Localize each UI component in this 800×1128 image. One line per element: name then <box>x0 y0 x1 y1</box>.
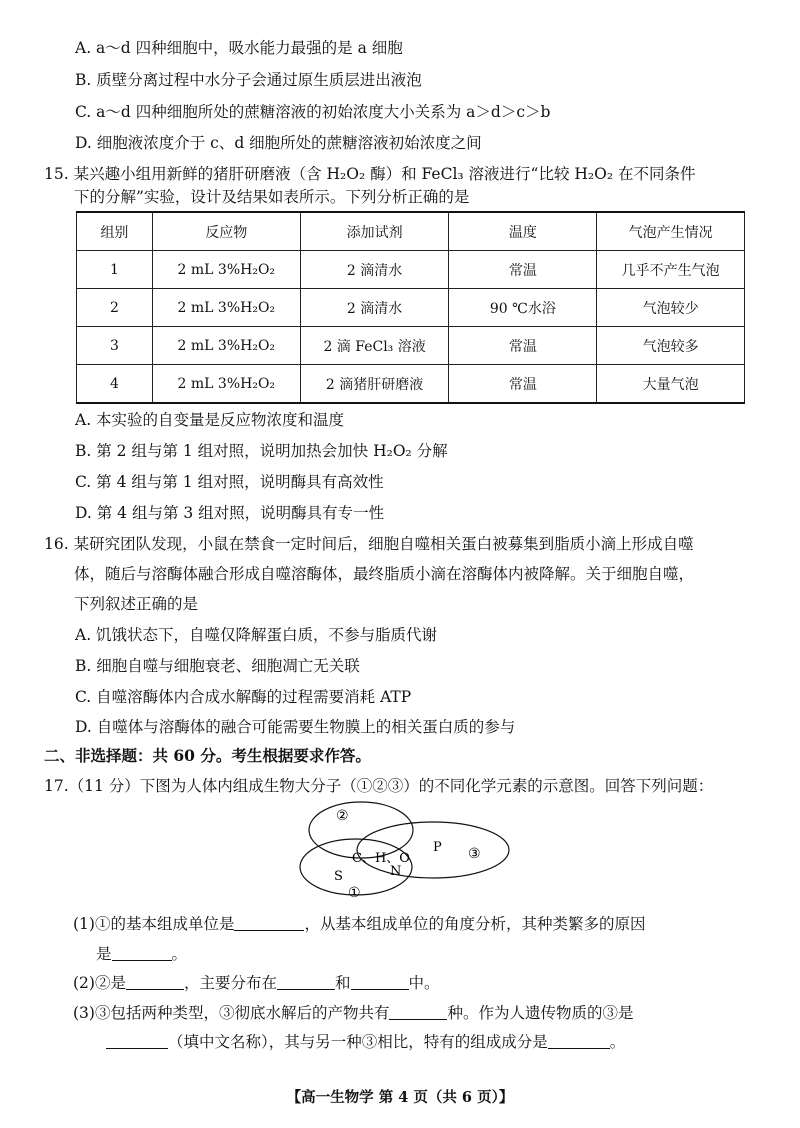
table-cell: 常温 <box>449 365 597 404</box>
venn-label-3: ③ <box>468 846 481 862</box>
q15-option-b: B. 第 2 组与第 1 组对照，说明加热会加快 H₂O₂ 分解 <box>75 442 448 460</box>
table-row <box>77 289 745 327</box>
table-cell: 2 滴清水 <box>300 251 449 289</box>
q17-sub2-text: ，主要分布在 <box>183 974 277 992</box>
q15-option-a: A. 本实验的自变量是反应物浓度和温度 <box>75 411 345 429</box>
table-cell: 2 mL 3%H₂O₂ <box>152 327 300 365</box>
q17-sub1-text: ，从基本组成单位的角度分析，其种类繁多的原因 <box>304 915 646 933</box>
circle-2 <box>309 802 413 858</box>
table-cell: 2 mL 3%H₂O₂ <box>152 365 300 404</box>
q16-option-d: D. 自噬体与溶酶体的融合可能需要生物膜上的相关蛋白质的参与 <box>75 718 516 736</box>
experiment-table <box>76 211 745 404</box>
table-cell: 2 mL 3%H₂O₂ <box>152 289 300 327</box>
table-cell: 常温 <box>449 251 597 289</box>
answer-blank[interactable] <box>126 973 184 990</box>
element-venn-diagram <box>296 800 516 900</box>
q15-option-c: C. 第 4 组与第 1 组对照，说明酶具有高效性 <box>75 473 384 491</box>
table-header: 气泡产生情况 <box>597 212 745 251</box>
table-row <box>77 365 745 404</box>
table-cell: 2 滴清水 <box>300 289 449 327</box>
q17-stem: 17.（11 分）下图为人体内组成生物大分子（①②③）的不同化学元素的示意图。回答下列问题： <box>44 777 714 795</box>
answer-blank[interactable] <box>548 1032 610 1049</box>
answer-blank[interactable] <box>234 914 304 931</box>
venn-label-p: P <box>433 840 442 855</box>
table-cell: 2 滴 FeCl₃ 溶液 <box>300 327 449 365</box>
q16-option-c: C. 自噬溶酶体内合成水解酶的过程需要消耗 ATP <box>75 688 412 706</box>
q17-sub3-text: (3)③包括两种类型，③彻底水解后的产物共有 <box>73 1004 390 1022</box>
table-cell: 90 ℃水浴 <box>449 289 597 327</box>
table-cell: 4 <box>77 365 153 404</box>
table-cell: 2 <box>77 289 153 327</box>
section-title: 二、非选择题：共 60 分。考生根据要求作答。 <box>44 746 371 765</box>
answer-blank[interactable] <box>389 1003 447 1020</box>
q14-option-a: A. a～d 四种细胞中，吸水能力最强的是 a 细胞 <box>75 39 403 57</box>
table-cell: 气泡较少 <box>597 289 745 327</box>
table-row <box>77 251 745 289</box>
q17-sub3-text: 。 <box>609 1033 626 1051</box>
q17-sub1-line1 <box>73 913 645 935</box>
q16-stem-line3: 下列叙述正确的是 <box>74 595 199 613</box>
q16-option-b: B. 细胞自噬与细胞衰老、细胞凋亡无关联 <box>75 657 360 675</box>
q17-sub2 <box>73 972 440 994</box>
venn-label-2: ② <box>336 808 349 824</box>
q16-stem-line2: 体，随后与溶酶体融合形成自噬溶酶体，最终脂质小滴在溶酶体内被降解。关于细胞自噬， <box>74 565 695 583</box>
q14-option-c: C. a～d 四种细胞所处的蔗糖溶液的初始浓度大小关系为 a＞d＞c＞b <box>75 103 551 121</box>
q14-option-d: D. 细胞液浓度介于 c、d 细胞所处的蔗糖溶液初始浓度之间 <box>75 134 482 152</box>
q17-sub3-text: （填中文名称），其与另一种③相比，特有的组成成分是 <box>168 1033 548 1051</box>
q16-option-a: A. 饥饿状态下，自噬仅降解蛋白质，不参与脂质代谢 <box>75 626 438 644</box>
q17-sub1-text: 是 <box>96 945 112 963</box>
table-header: 温度 <box>449 212 597 251</box>
q17-sub3-text: 种。作为人遗传物质的③是 <box>447 1004 634 1022</box>
page-footer: 【高一生物学 第 4 页（共 6 页）】 <box>286 1089 514 1106</box>
q15-option-d: D. 第 4 组与第 3 组对照，说明酶具有专一性 <box>75 504 385 522</box>
q17-sub3-line2 <box>106 1031 625 1053</box>
table-cell: 气泡较多 <box>597 327 745 365</box>
table-cell: 1 <box>77 251 153 289</box>
table-header: 组别 <box>77 212 153 251</box>
table-cell: 2 滴猪肝研磨液 <box>300 365 449 404</box>
table-header-row <box>77 212 745 251</box>
table-cell: 大量气泡 <box>597 365 745 404</box>
q17-sub1-line2 <box>96 943 187 965</box>
q17-sub2-text: 中。 <box>408 974 440 992</box>
answer-blank[interactable] <box>112 944 172 961</box>
q15-stem-line1: 15. 某兴趣小组用新鲜的猪肝研磨液（含 H₂O₂ 酶）和 FeCl₃ 溶液进行“比较 H₂O₂ 在不同条件 <box>44 165 696 183</box>
venn-label-common: C、H、O <box>352 851 410 866</box>
q17-sub2-text: (2)②是 <box>73 974 126 992</box>
answer-blank[interactable] <box>351 973 409 990</box>
table-header: 反应物 <box>152 212 300 251</box>
table-cell: 2 mL 3%H₂O₂ <box>152 251 300 289</box>
q17-sub2-text: 和 <box>334 974 351 992</box>
q14-option-b: B. 质壁分离过程中水分子会通过原生质层进出液泡 <box>75 71 422 89</box>
table-cell: 3 <box>77 327 153 365</box>
answer-blank[interactable] <box>277 973 335 990</box>
venn-label-1: ① <box>348 885 361 900</box>
table-header: 添加试剂 <box>300 212 449 251</box>
q17-sub1-text: (1)①的基本组成单位是 <box>73 915 235 933</box>
q17-sub3-line1 <box>73 1002 633 1024</box>
table-cell: 常温 <box>449 327 597 365</box>
q16-stem-line1: 16. 某研究团队发现，小鼠在禁食一定时间后，细胞自噬相关蛋白被募集到脂质小滴上形成自噬 <box>44 535 694 553</box>
answer-blank[interactable] <box>106 1032 168 1049</box>
table-row <box>77 327 745 365</box>
table-cell: 几乎不产生气泡 <box>597 251 745 289</box>
q17-sub1-text: 。 <box>171 945 188 963</box>
q15-stem-line2: 下的分解”实验，设计及结果如表所示。下列分析正确的是 <box>74 188 470 206</box>
venn-label-s: S <box>334 869 343 884</box>
venn-label-n: N <box>390 864 402 879</box>
